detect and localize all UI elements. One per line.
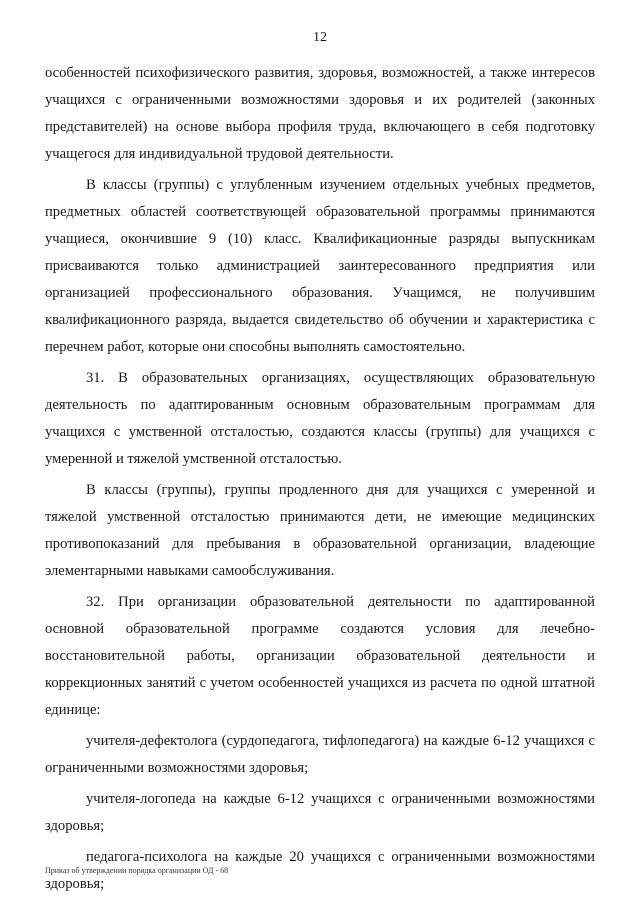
paragraph-section-31: 31. В образовательных организациях, осуществляющих образовательную деятельность по адаптированным основным образовательным программам для учащихся с умственной отсталостью, создаются классы (группы) для учащихся с умеренной и тяжелой умственной отсталостью. (45, 370, 595, 467)
paragraph-continuation: особенностей психофизического развития, здоровья, возможностей, а также интересов учащихся с ограниченными возможностями здоровья и их родителей (законных представителей) на основе выбора профиля труда, включающего в себя подготовку учащегося для индивидуальной трудовой деятельности. (45, 65, 595, 162)
paragraph-section-32: 32. При организации образовательной деятельности по адаптированной основной образовательной программе создаются условия для лечебно-восстановительной работы, организации образовательной деятельности и коррекционных занятий с учетом особенностей учащихся из расчета по одной штатной единице: (45, 594, 595, 718)
list-item-speech-therapist: учителя-логопеда на каждые 6-12 учащихся с ограниченными возможностями здоровья; (45, 791, 595, 834)
document-footer: Приказ об утверждении порядка организации ОД - 68 (45, 866, 229, 875)
list-item-defectologist: учителя-дефектолога (сурдопедагога, тифлопедагога) на каждые 6-12 учащихся с ограниченными возможностями здоровья; (45, 733, 595, 776)
paragraph-advanced-classes: В классы (группы) с углубленным изучением отдельных учебных предметов, предметных областей соответствующей образовательной программы принимаются учащиеся, окончившие 9 (10) класс. Квалификационные разряды выпускникам присваиваются только администрацией заинтересованного предприятия или организацией профессионального образования. Учащимся, не получившим квалификационного разряда, выдается свидетельство об обучении и характеристика с перечнем работ, которые они способны выполнять самостоятельно. (45, 177, 595, 355)
document-body (45, 60, 595, 898)
page-number: 12 (313, 30, 327, 45)
list-item-psychologist: педагога-психолога на каждые 20 учащихся с ограниченными возможностями здоровья; (45, 849, 595, 892)
paragraph-admission: В классы (группы), группы продленного дня для учащихся с умеренной и тяжелой умственной отсталостью принимаются дети, не имеющие медицинских противопоказаний для пребывания в образовательной организации, владеющие элементарными навыками самообслуживания. (45, 482, 595, 579)
